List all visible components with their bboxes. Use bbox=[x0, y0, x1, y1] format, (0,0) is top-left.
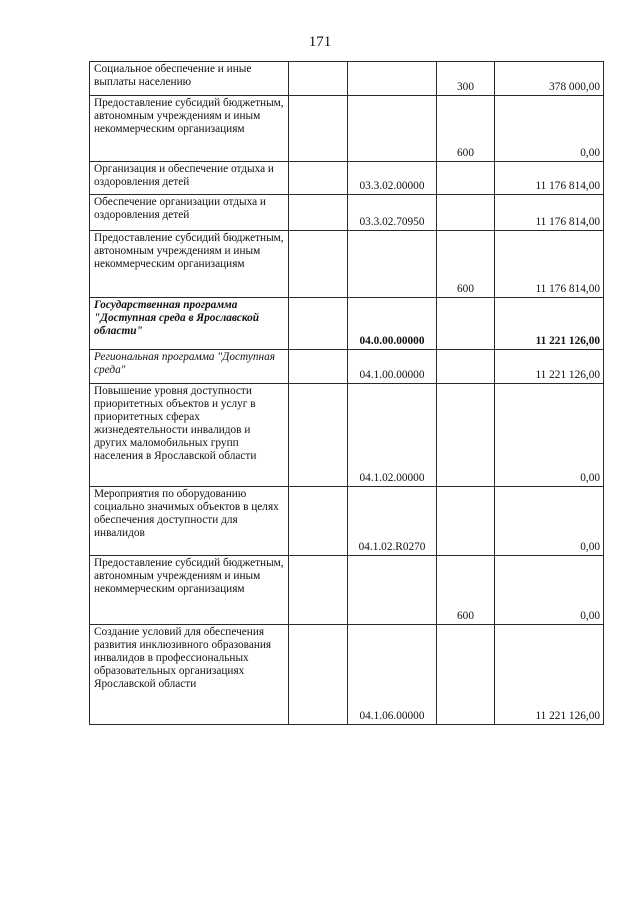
table-row bbox=[90, 62, 604, 96]
amount: 11 176 814,00 bbox=[495, 162, 604, 195]
empty-cell bbox=[289, 350, 348, 384]
expense-type bbox=[437, 298, 495, 350]
expense-type bbox=[437, 350, 495, 384]
empty-cell bbox=[289, 231, 348, 298]
expense-type: 600 bbox=[437, 231, 495, 298]
amount: 11 221 126,00 bbox=[495, 625, 604, 725]
program-code: 03.3.02.00000 bbox=[348, 162, 437, 195]
amount: 11 176 814,00 bbox=[495, 195, 604, 231]
expense-type bbox=[437, 195, 495, 231]
row-name: Государственная программа "Доступная среда в Ярославской области" bbox=[90, 298, 289, 350]
table-row bbox=[90, 487, 604, 556]
row-name: Повышение уровня доступности приоритетных объектов и услуг в приоритетных сферах жизнедеятельности инвалидов и других маломобильных групп населения в Ярославской области bbox=[90, 384, 289, 487]
table-row bbox=[90, 195, 604, 231]
program-code: 04.0.00.00000 bbox=[348, 298, 437, 350]
empty-cell bbox=[289, 195, 348, 231]
program-code bbox=[348, 96, 437, 162]
row-name: Предоставление субсидий бюджетным, автономным учреждениям и иным некоммерческим организациям bbox=[90, 556, 289, 625]
empty-cell bbox=[289, 487, 348, 556]
table-row bbox=[90, 162, 604, 195]
budget-table bbox=[89, 61, 604, 725]
program-code: 04.1.02.R0270 bbox=[348, 487, 437, 556]
expense-type: 600 bbox=[437, 556, 495, 625]
table-row bbox=[90, 298, 604, 350]
empty-cell bbox=[289, 556, 348, 625]
row-name: Предоставление субсидий бюджетным, автономным учреждениям и иным некоммерческим организациям bbox=[90, 96, 289, 162]
table-row bbox=[90, 556, 604, 625]
table-row bbox=[90, 231, 604, 298]
amount: 11 221 126,00 bbox=[495, 298, 604, 350]
amount: 0,00 bbox=[495, 96, 604, 162]
page-number: 171 bbox=[308, 34, 332, 50]
table-row bbox=[90, 96, 604, 162]
empty-cell bbox=[289, 96, 348, 162]
expense-type: 600 bbox=[437, 96, 495, 162]
program-code: 04.1.02.00000 bbox=[348, 384, 437, 487]
amount: 378 000,00 bbox=[495, 62, 604, 96]
amount: 11 221 126,00 bbox=[495, 350, 604, 384]
table-row bbox=[90, 625, 604, 725]
program-code bbox=[348, 62, 437, 96]
row-name: Мероприятия по оборудованию социально значимых объектов в целях обеспечения доступности для инвалидов bbox=[90, 487, 289, 556]
program-code: 03.3.02.70950 bbox=[348, 195, 437, 231]
amount: 11 176 814,00 bbox=[495, 231, 604, 298]
row-name: Социальное обеспечение и иные выплаты населению bbox=[90, 62, 289, 96]
empty-cell bbox=[289, 625, 348, 725]
empty-cell bbox=[289, 298, 348, 350]
empty-cell bbox=[289, 62, 348, 96]
amount: 0,00 bbox=[495, 556, 604, 625]
row-name: Обеспечение организации отдыха и оздоровления детей bbox=[90, 195, 289, 231]
amount: 0,00 bbox=[495, 487, 604, 556]
expense-type bbox=[437, 625, 495, 725]
program-code: 04.1.06.00000 bbox=[348, 625, 437, 725]
table-row bbox=[90, 384, 604, 487]
program-code: 04.1.00.00000 bbox=[348, 350, 437, 384]
row-name: Создание условий для обеспечения развития инклюзивного образования инвалидов в профессиональных образовательных организациях Ярославской области bbox=[90, 625, 289, 725]
program-code bbox=[348, 231, 437, 298]
table-row bbox=[90, 350, 604, 384]
expense-type bbox=[437, 162, 495, 195]
empty-cell bbox=[289, 162, 348, 195]
row-name: Организация и обеспечение отдыха и оздоровления детей bbox=[90, 162, 289, 195]
expense-type bbox=[437, 487, 495, 556]
row-name: Предоставление субсидий бюджетным, автономным учреждениям и иным некоммерческим организациям bbox=[90, 231, 289, 298]
empty-cell bbox=[289, 384, 348, 487]
expense-type bbox=[437, 384, 495, 487]
program-code bbox=[348, 556, 437, 625]
amount: 0,00 bbox=[495, 384, 604, 487]
row-name: Региональная программа "Доступная среда" bbox=[90, 350, 289, 384]
expense-type: 300 bbox=[437, 62, 495, 96]
